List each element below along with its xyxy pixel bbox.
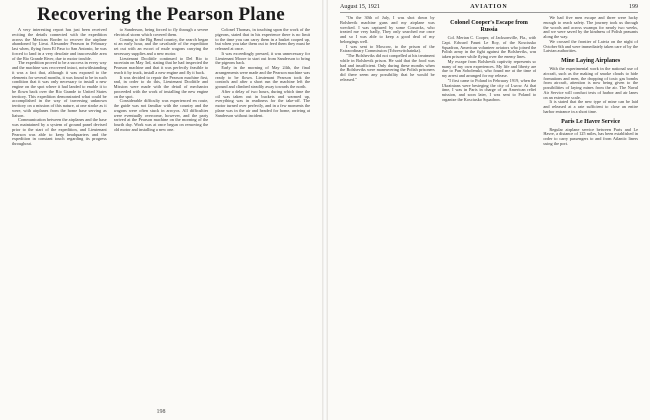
paragraph: We crossed the frontier of Latvia on the night of October 6th and were immediately taken care of by the Latvian authorities. [543, 38, 639, 54]
right-page [328, 0, 650, 420]
paragraph: to Sanderson, being forced to fly through a severe electrical storm which covered them. [113, 28, 209, 37]
right-column-3 [543, 16, 638, 400]
paragraph: It was decided to repair the Pearson machine first, and, in order to do this, Lieutenant Doolittle and Mission were made with the detail of mechanics proceeded with the work of installing the new engine on the spot. [113, 74, 209, 99]
left-column-2 [114, 28, 209, 400]
running-header [340, 3, 638, 13]
paragraph: "I first came to Poland in February 1919, when the Ukrainians were besieging the city of Lwow. At that time, I was in Paris in charge of an American relief mission, and soon later, I was sent to Poland to organize the Kosciusko Squadron. [441, 77, 537, 102]
paragraph: It is stated that the new type of mine can be laid and released at a rate sufficient to close an entire harbor entrance in a short time. [543, 99, 639, 114]
paragraph: After a delay of two hours, during which time the oil was taken out in buckets and warmed up, everything was in readiness for the take-off. The motor turned over perfectly, and in a few moments the plane was in the air and headed for home, arriving at Sanderson without incident. [215, 88, 311, 118]
paragraph: Communication between the airplanes and the base was maintained by a system of ground panel devised prior to the start of the expedition, and Lieutenant Pearson was able to keep headquarters and the expedition in constant touch regarding its progress throughout. [12, 117, 107, 146]
right-column-2 [442, 16, 537, 400]
paragraph: I was sent to Moscow, to the prison of the Extraordinary Commission (Tchresvitchainka). [340, 43, 435, 54]
paragraph: It was exceedingly pressed, it was unnecessary for Lieutenant Moore to start out from Sanderson to bring the pigeons back. [215, 50, 311, 66]
paragraph: Considerable difficulty was experienced en route, the guide was not familiar with the country and the wagons were often stuck in arroyos. All difficulties were eventually overcome, however, and the party arrived at the Pearson machine on the morning of the fourth day. Work was at once begun on removing the old motor and installing a new one. [113, 98, 209, 132]
left-page [0, 0, 322, 420]
left-columns [12, 28, 310, 400]
left-column-1 [12, 28, 107, 400]
right-columns [340, 16, 638, 400]
paragraph: We had five men escape and three were lucky enough to reach safety. The journey took us through the woods and across swamps for nearly two weeks, and we were saved by the kindness of Polish peasants along the way. [543, 16, 639, 39]
paragraph: Lieutenant Doolittle continued to Del Rio to ascertain on May 3rd, stating that he had inspected the Pearson machine and that it was perfectly feasible to reach it by truck, install a new engine and fly it back. [113, 55, 209, 75]
paragraph: Colonel Thomas, in touching upon the work of the pigeons, stated that in his experience there is no limit to the time you can carry them in a basket cooped up, but when you take them out to feed them they must be released at once. [215, 28, 311, 51]
paragraph: Regular airplane service between Paris and Le Havre, a distance of 125 miles, has been established in order to carry passengers to and from Atlantic liners using the port. [543, 126, 639, 146]
section-heading: Mine Laying Airplanes [561, 58, 621, 64]
paragraph: With the experimental work in the national use of aircraft, such as the making of smoke clouds to hide formations and men, the dropping of toxic gas bombs from aircraft, attention is now being given to the possibilities of laying mines from the air. The Naval Air Service will conduct tests of harbor and air lanes on an extensive scale. [543, 66, 639, 100]
magazine-name: AVIATION [470, 4, 508, 10]
section-heading: Colonel Cooper's Escape from Russia [450, 20, 528, 33]
paragraph: "The Bolsheviks did not compelled at his treatment while in Bolshevik prison. He said that the food was bad and insufficient. Only during these months when the Bolsheviks were maneuvering the Polish prisoners did there seem any possibility that he would be released." [340, 53, 435, 82]
left-column-3 [215, 28, 310, 400]
issue-date: August 15, 1921 [340, 4, 380, 10]
paragraph: The expedition proved to be a success in every way and the machine was recovered intact, notwithstanding it was a fact that, although it was exposed to the elements for several months, it was found to be in such condition that it was only necessary to install a new engine on the spot where it had landed to enable it to be flown back over the Rio Grande to United States territory. This expedition demonstrated what could be accomplished in the way of traversing unknown territory on a mission of this nature, at one stroke as it were, with airplanes from the home base serving as liaison. [12, 60, 107, 118]
paragraph: My escape from Bolshevik captivity represents so many of my own experiences. My life and liberty are due to Pan Sobolenski, who found me at the time of my arrest and arranged for my release. [441, 58, 537, 78]
paragraph: Coming to the Big Bend country, the search began at an early hour, and the cavalcade of the expedition set out with an escort of mule wagons carrying the necessary supplies and a new motor. [113, 36, 209, 56]
article-title: Recovering the Pearson Plane [37, 4, 285, 25]
page-number-left: 198 [156, 409, 166, 415]
paragraph: Col. Merian C. Cooper, of Jacksonville, Fla., with Capt. Edward Faunt Le Roy, of the Kosciusko Squadron, American volunteer aviators who joined the Polish army in the fight against the Bolsheviks, was taken prisoner while flying over the enemy lines. [441, 35, 537, 59]
paragraph: Early in the morning of May 24th, the final arrangements were made and the Pearson machine was ready to be flown. Lieutenant Pearson took the controls and after a short run the machine left the ground and climbed steadily away towards the north. [215, 65, 311, 89]
paragraph: "On the 30th of July, I was shot down by Bolshevik machine guns and my airplane was wrecked. I was captured by some Cossacks, who treated me very badly, They only searched me once and so I was able to keep a good deal of my belongings well. [340, 16, 435, 44]
page-number-right: 199 [629, 4, 638, 10]
section-heading: Paris Le Havre Service [561, 118, 621, 125]
right-column-1 [340, 16, 435, 400]
paragraph: A very interesting report has just been received reciting the details connected with the expedition across the Mexican Border to recover the airplane abandoned by Lieut. Alexander Pearson in February last when, flying from El Paso to San Antonio, he was forced to land in a very desolate and inaccessible area of the Rio Grande River, due to motor trouble. [12, 28, 107, 61]
